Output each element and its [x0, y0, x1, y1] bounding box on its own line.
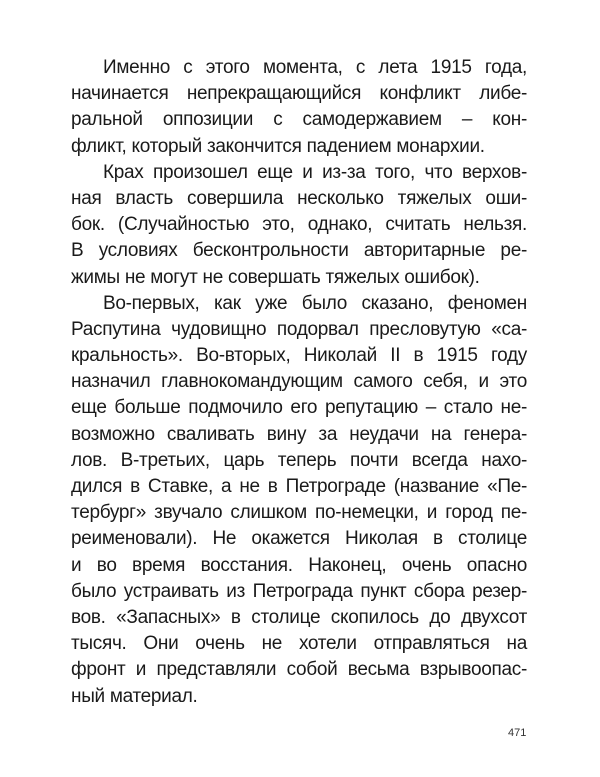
paragraph [71, 160, 527, 291]
text-line: еще больше подмочило его репутацию – стало не- [71, 397, 527, 419]
text-line: жимы не могут не совершать тяжелых ошибок). [71, 266, 480, 288]
text-line: возможно сваливать вину за неудачи на генера- [71, 423, 527, 445]
text-line: ная власть совершила несколько тяжелых оши- [71, 187, 527, 209]
text-line: бок. (Случайностью это, однако, считать нельзя. [71, 214, 527, 236]
paragraph [71, 291, 527, 710]
text-line: начинается непрекращающийся конфликт либе- [71, 83, 527, 105]
text-line: дился в Ставке, а не в Петрограде (название «Пе- [71, 476, 527, 497]
text-line: вов. «Запасных» в столице скопилось до двухсот [71, 606, 527, 628]
text-line: реименовали). Не окажется Николая в столице [71, 528, 527, 550]
paragraph [71, 55, 527, 160]
text-line: тысяч. Они очень не хотели отправляться на [71, 633, 527, 655]
text-line: В условиях бесконтрольности авторитарные ре- [71, 240, 527, 262]
text-line: ральной оппозиции с самодержавием – кон- [71, 109, 527, 131]
text-line: лов. В-третьих, царь теперь почти всегда нахо- [71, 449, 527, 471]
text-line: ный материал. [71, 685, 198, 707]
text-line: фронт и представляли собой весьма взрывоопас- [71, 659, 527, 681]
page-number: 471 [508, 727, 527, 739]
text-line: Во-первых, как уже было сказано, феномен [103, 292, 527, 314]
text-line: фликт, который закончится падением монархии. [71, 135, 485, 157]
text-line: тербург» звучало слишком по-немецки, и город пе- [71, 502, 527, 524]
text-line: кральность». Во-вторых, Николай II в 1915 году [71, 345, 527, 367]
text-line: Крах произошел еще и из-за того, что верхов- [103, 161, 527, 183]
text-line: Именно с этого момента, с лета 1915 года, [103, 57, 527, 78]
text-line: назначил главнокомандующим самого себя, и это [71, 371, 527, 393]
page-body-text [71, 55, 527, 710]
text-line: было устраивать из Петрограда пункт сбора резер- [71, 580, 527, 602]
text-line: Распутина чудовищно подорвал пресловутую «са- [71, 318, 527, 340]
text-line: и во время восстания. Наконец, очень опасно [71, 554, 527, 576]
